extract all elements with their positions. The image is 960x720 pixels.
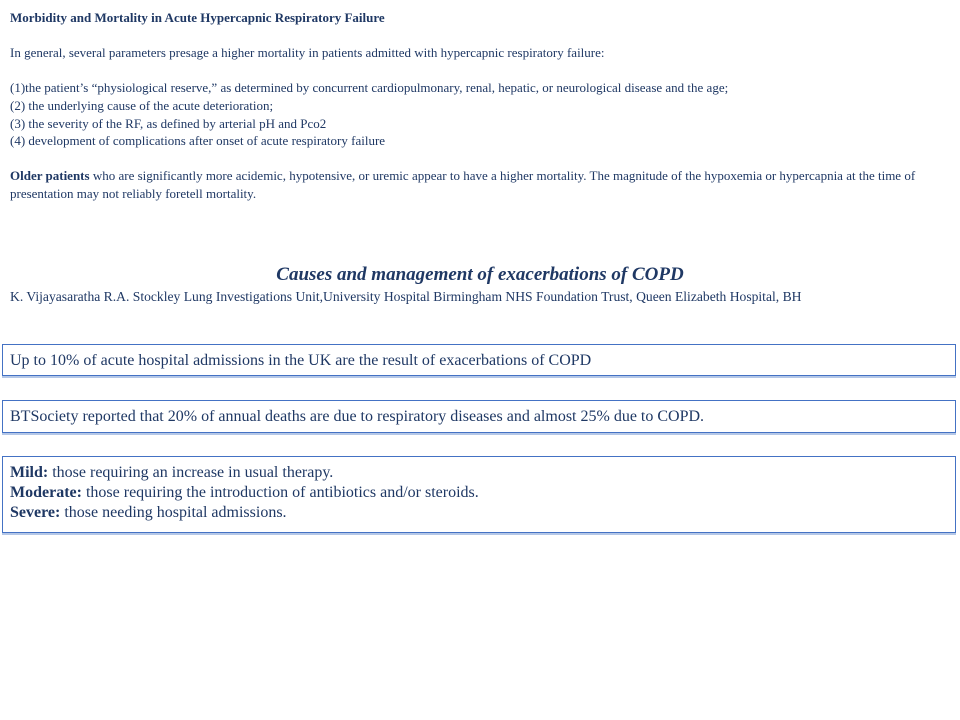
list-item: (3) the severity of the RF, as defined by arterial pH and Pco2 <box>10 115 327 131</box>
severity-text: those requiring an increase in usual therapy. <box>48 464 334 481</box>
section-heading: Morbidity and Mortality in Acute Hypercapnic Respiratory Failure <box>10 10 385 25</box>
severity-text: those requiring the introduction of antibiotics and/or steroids. <box>81 484 479 501</box>
severity-box <box>2 456 956 533</box>
deaths-box <box>2 400 956 433</box>
spacer <box>10 27 945 45</box>
morbidity-section <box>10 9 945 203</box>
older-patients-paragraph <box>10 167 945 202</box>
severity-label: Severe: <box>10 504 61 521</box>
article-authors: K. Vijayasaratha R.A. Stockley Lung Investigations Unit,University Hospital Birmingham NHS Foundation Trust, Queen Elizabeth Hospital, BH <box>10 289 802 304</box>
list-item: (4) development of complications after onset of acute respiratory failure <box>10 133 386 149</box>
severity-item-mild <box>10 463 955 483</box>
spacer <box>10 150 945 168</box>
admissions-text: Up to 10% of acute hospital admissions in the UK are the result of exacerbations of COPD <box>10 352 592 369</box>
severity-item-severe <box>10 503 955 523</box>
list-item: (1)the patient’s “physiological reserve,” as determined by concurrent cardiopulmonary, renal, hepatic, or neurological disease and the age; <box>10 80 729 96</box>
article-title: Causes and management of exacerbations of COPD <box>276 264 684 285</box>
older-patients-lead: Older patients <box>10 168 90 184</box>
severity-item-moderate <box>10 483 955 503</box>
severity-text: those needing hospital admissions. <box>60 504 287 521</box>
deaths-text: BTSociety reported that 20% of annual deaths are due to respiratory diseases and almost 25% due to COPD. <box>10 408 705 425</box>
intro-paragraph: In general, several parameters presage a higher mortality in patients admitted with hypercapnic respiratory failure: <box>10 45 605 61</box>
admissions-box <box>2 344 956 376</box>
severity-label: Mild: <box>10 464 49 481</box>
list-item: (2) the underlying cause of the acute deterioration; <box>10 97 274 113</box>
severity-label: Moderate: <box>10 484 82 501</box>
spacer <box>10 62 945 80</box>
older-patients-text: who are significantly more acidemic, hypotensive, or uremic appear to have a higher mortality. The magnitude of the hypoxemia or hypercapnia at the time of presentation may not reliably foretell mortality. <box>10 168 916 201</box>
